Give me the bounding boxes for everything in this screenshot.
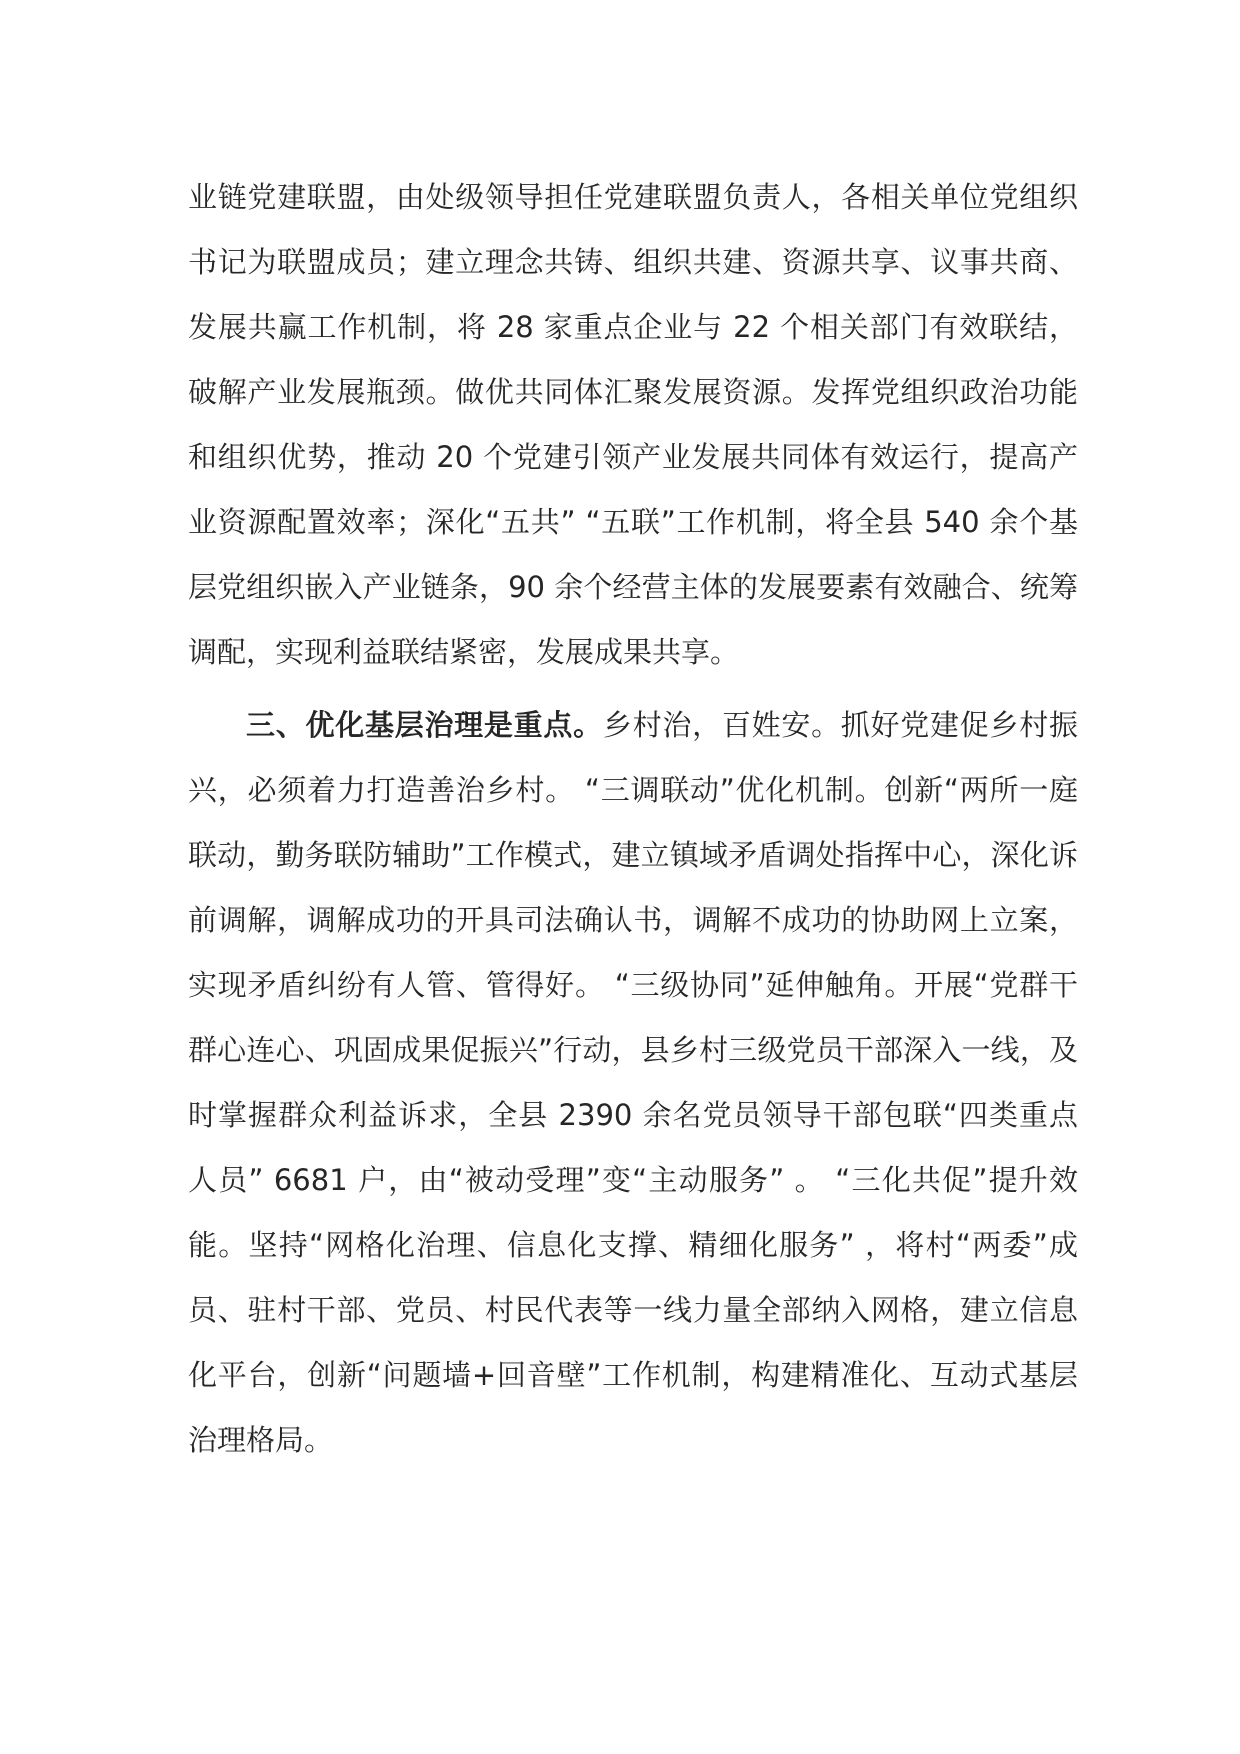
paragraph-section-three	[188, 693, 1078, 1473]
paragraph-text: 乡村治，百姓安。抓好党建促乡村振兴，必须着力打造善治乡村。 “三调联动”优化机制。创新“两所一庭联动，勤务联防辅助”工作模式，建立镇域矛盾调处指挥中心，深化诉前调解，调解成功的开具司法确认书，调解不成功的协助网上立案，实现矛盾纠纷有人管、管得好。 “三级协同”延伸触角。开展“党群干群心连心、巩固成果促振兴”行动，县乡村三级党员干部深入一线，及时掌握群众利益诉求，全县 2390 余名党员领导干部包联“四类重点人员” 6681 户，由“被动受理”变“主动服务” 。 “三化共促”提升效能。坚持“网格化治理、信息化支撑、精细化服务” ，将村“两委”成员、驻村干部、党员、村民代表等一线力量全部纳入网格，建立信息化平台，创新“问题墙+回音壁”工作机制，构建精准化、互动式基层治理格局。	[188, 708, 1078, 1457]
paragraph-continued	[188, 165, 1078, 685]
document-body	[188, 165, 1078, 1473]
section-heading: 三、优化基层治理是重点。	[246, 708, 603, 742]
paragraph-text: 业链党建联盟，由处级领导担任党建联盟负责人，各相关单位党组织书记为联盟成员；建立理念共铸、组织共建、资源共享、议事共商、发展共赢工作机制，将 28 家重点企业与 22 个相关部门有效联结，破解产业发展瓶颈。做优共同体汇聚发展资源。发挥党组织政治功能和组织优势，推动 20 个党建引领产业发展共同体有效运行，提高产业资源配置效率；深化“五共” “五联”工作机制，将全县 540 余个基层党组织嵌入产业链条，90 余个经营主体的发展要素有效融合、统筹调配，实现利益联结紧密，发展成果共享。	[188, 180, 1078, 669]
paragraph-gap	[188, 685, 1078, 693]
